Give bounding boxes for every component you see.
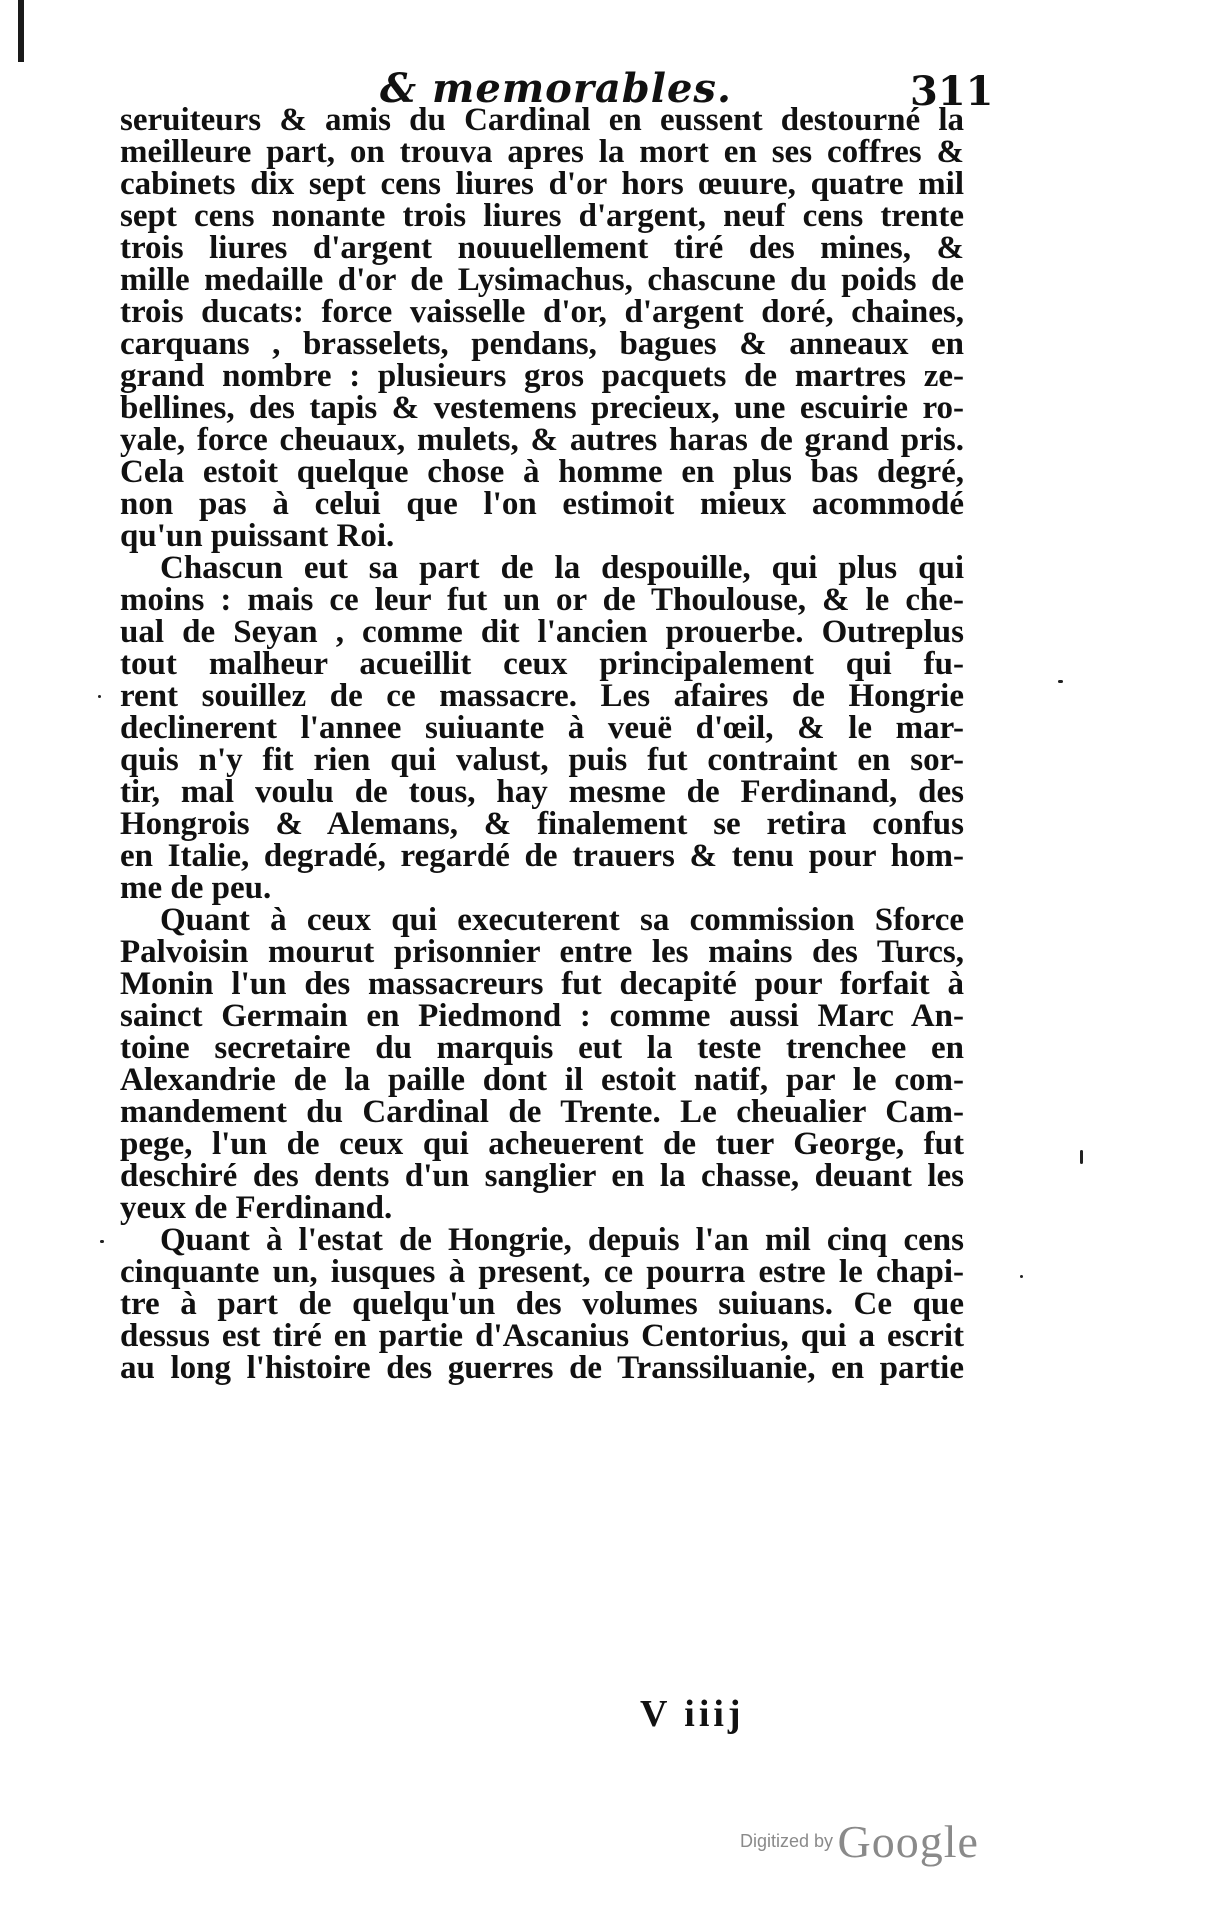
page-edge-mark: [18, 0, 24, 62]
text-line: tir, mal voulu de tous, hay mesme de Ferdinand, des: [120, 774, 964, 810]
text-line: sept cens nonante trois liures d'argent, neuf cens trente: [120, 198, 964, 234]
text-line: ual de Seyan , comme dit l'ancien prouerbe. Outreplus: [120, 614, 964, 650]
text-line: moins : mais ce leur fut un or de Thoulouse, & le che-: [120, 582, 964, 618]
text-line: seruiteurs & amis du Cardinal en eussent destourné la: [120, 102, 964, 138]
text-line: pege, l'un de ceux qui acheuerent de tuer George, fut: [120, 1126, 964, 1162]
text-line: Quant à ceux qui executerent sa commission Sforce: [160, 902, 964, 938]
text-line: Hongrois & Alemans, & finalement se retira confus: [120, 806, 964, 842]
text-line: Quant à l'estat de Hongrie, depuis l'an mil cinq cens: [160, 1222, 964, 1258]
text-line: Chascun eut sa part de la despouille, qui plus qui: [160, 550, 964, 586]
text-line: yeux de Ferdinand.: [120, 1190, 393, 1226]
text-line: me de peu.: [120, 870, 272, 906]
text-line: grand nombre : plusieurs gros pacquets de martres ze-: [120, 358, 964, 394]
text-line: mille medaille d'or de Lysimachus, chascune du poids de: [120, 262, 964, 298]
text-line: yale, force cheuaux, mulets, & autres haras de grand pris.: [120, 422, 964, 458]
text-line: tre à part de quelqu'un des volumes suiuans. Ce que: [120, 1286, 964, 1322]
text-line: Cela estoit quelque chose à homme en plus bas degré,: [120, 454, 964, 490]
text-line: cabinets dix sept cens liures d'or hors œuure, quatre mil: [120, 166, 964, 202]
text-line: quis n'y fit rien qui valust, puis fut contraint en sor-: [120, 742, 964, 778]
text-line: trois liures d'argent nouuellement tiré des mines, &: [120, 230, 964, 266]
google-logo: Google: [837, 1816, 979, 1867]
text-line: Palvoisin mourut prisonnier entre les mains des Turcs,: [120, 934, 964, 970]
ink-speck: [1020, 1275, 1023, 1278]
text-line: en Italie, degradé, regardé de trauers & tenu pour hom-: [120, 838, 964, 874]
page-number: 311: [910, 68, 994, 115]
text-line: cinquante un, iusques à present, ce pourra estre le chapi-: [120, 1254, 964, 1290]
text-line: non pas à celui que l'on estimoit mieux acommodé: [120, 486, 964, 522]
text-line: mandement du Cardinal de Trente. Le cheualier Cam-: [120, 1094, 964, 1130]
ink-speck: [1080, 1150, 1083, 1164]
text-line: declinerent l'annee suiuante à veuë d'œil, & le mar-: [120, 710, 964, 746]
text-line: Monin l'un des massacreurs fut decapité pour forfait à: [120, 966, 964, 1002]
text-line: tout malheur acueillit ceux principalement qui fu-: [120, 646, 964, 682]
text-line: carquans , brasselets, pendans, bagues & anneaux en: [120, 326, 964, 362]
text-line: au long l'histoire des guerres de Transsiluanie, en partie: [120, 1350, 964, 1386]
text-line: deschiré des dents d'un sanglier en la chasse, deuant les: [120, 1158, 964, 1194]
text-line: Alexandrie de la paille dont il estoit natif, par le com-: [120, 1062, 964, 1098]
signature-mark: V iiij: [640, 1693, 745, 1735]
ink-speck: [98, 695, 101, 698]
text-line: bellines, des tapis & vestemens precieux, une escuirie ro-: [120, 390, 964, 426]
ink-speck: [1058, 680, 1063, 683]
digitizer-watermark: [740, 1815, 979, 1868]
text-line: trois ducats: force vaisselle d'or, d'argent doré, chaines,: [120, 294, 964, 330]
text-line: rent souillez de ce massacre. Les afaires de Hongrie: [120, 678, 964, 714]
running-title: & memorables.: [380, 65, 732, 112]
text-line: meilleure part, on trouva apres la mort en ses coffres &: [120, 134, 964, 170]
text-line: qu'un puissant Roi.: [120, 518, 395, 554]
digitized-by-label: Digitized by: [740, 1831, 834, 1851]
text-line: toine secretaire du marquis eut la teste trenchee en: [120, 1030, 964, 1066]
text-line: dessus est tiré en partie d'Ascanius Centorius, qui a escrit: [120, 1318, 964, 1354]
text-line: sainct Germain en Piedmond : comme aussi Marc An-: [120, 998, 964, 1034]
ink-speck: [100, 1240, 104, 1243]
